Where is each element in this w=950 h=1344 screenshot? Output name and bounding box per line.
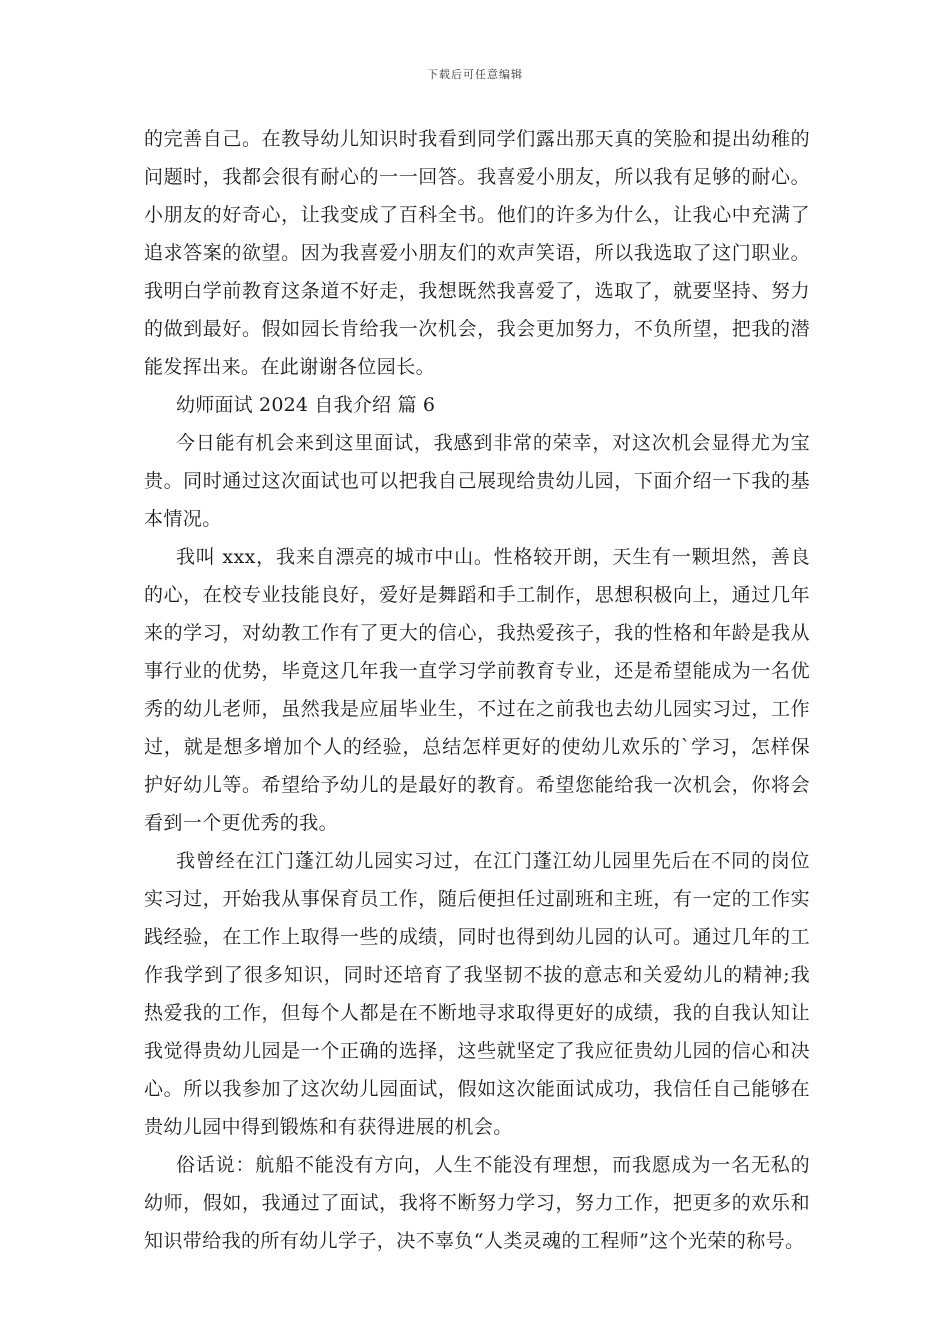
paragraph-4: 俗话说：航船不能没有方向，人生不能没有理想，而我愿成为一名无私的幼师，假如，我通过了面试，我将不断努力学习，努力工作，把更多的欢乐和知识带给我的所有幼儿学子，决不辜负“人类灵魂的工程师”这个光荣的称号。 bbox=[144, 1154, 810, 1252]
paragraph-3: 我曾经在江门蓬江幼儿园实习过，在江门蓬江幼儿园里先后在不同的岗位实习过，开始我从事保育员工作，随后便担任过副班和主班，有一定的工作实践经验，在工作上取得一些的成绩，同时也得到幼儿园的认可。通过几年的工作我学到了很多知识，同时还培育了我坚韧不拔的意志和关爱幼儿的精神;我热爱我的工作，但每个人都是在不断地寻求取得更好的成绩，我的自我认知让我觉得贵幼儿园是一个正确的选择，这些就坚定了我应征贵幼儿园的信心和决心。所以我参加了这次幼儿园面试，假如这次能面试成功，我信任自己能够在贵幼儿园中得到锻炼和有获得进展的机会。 bbox=[144, 850, 810, 1138]
page-header-note: 下载后可任意编辑 bbox=[427, 68, 523, 81]
paragraph-1: 今日能有机会来到这里面试，我感到非常的荣幸，对这次机会显得尤为宝贵。同时通过这次面试也可以把我自己展现给贵幼儿园，下面介绍一下我的基本情况。 bbox=[144, 432, 810, 530]
section-heading: 幼师面试 2024 自我介绍 篇 6 bbox=[176, 394, 436, 416]
document-body bbox=[144, 120, 810, 1260]
paragraph-2: 我叫 xxx，我来自漂亮的城市中山。性格较开朗，天生有一颗坦然，善良的心，在校专业技能良好，爱好是舞蹈和手工制作，思想积极向上，通过几年来的学习，对幼教工作有了更大的信心，我热爱孩子，我的性格和年龄是我从事行业的优势，毕竟这几年我一直学习学前教育专业，还是希望能成为一名优秀的幼儿老师，虽然我是应届毕业生，不过在之前我也去幼儿园实习过，工作过，就是想多增加个人的经验，总结怎样更好的使幼儿欢乐的`学习，怎样保护好幼儿等。希望给予幼儿的是最好的教育。希望您能给我一次机会，你将会看到一个更优秀的我。 bbox=[144, 546, 810, 834]
paragraph-continued: 的完善自己。在教导幼儿知识时我看到同学们露出那天真的笑脸和提出幼稚的问题时，我都会很有耐心的一一回答。我喜爱小朋友，所以我有足够的耐心。小朋友的好奇心，让我变成了百科全书。他们的许多为什么，让我心中充满了追求答案的欲望。因为我喜爱小朋友们的欢声笑语，所以我选取了这门职业。我明白学前教育这条道不好走，我想既然我喜爱了，选取了，就要坚持、努力的做到最好。假如园长肯给我一次机会，我会更加努力，不负所望，把我的潜能发挥出来。在此谢谢各位园长。 bbox=[144, 128, 810, 378]
